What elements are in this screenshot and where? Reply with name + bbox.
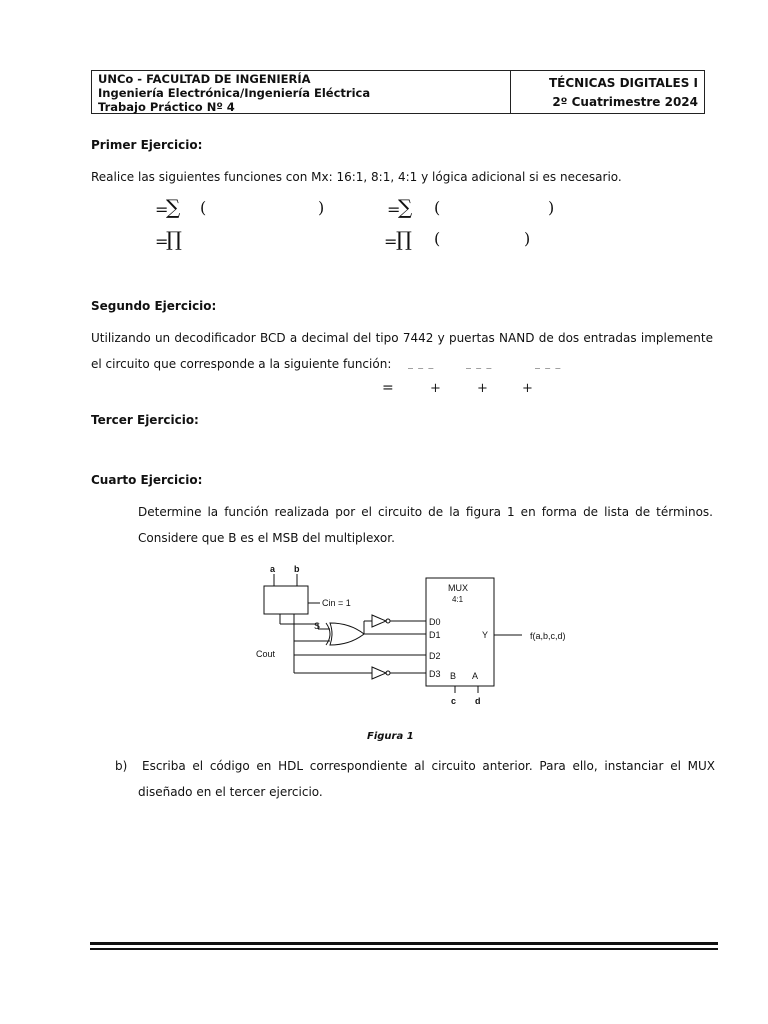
label-sel-a: A (472, 671, 479, 681)
ej4-title: Cuarto Ejercicio: (91, 473, 203, 487)
not-gate-bottom (372, 667, 386, 679)
label-y: Y (482, 630, 489, 640)
ej1-open-3: ( (434, 229, 441, 248)
header-term: 2º Cuatrimestre 2024 (552, 95, 698, 109)
ej1-open-2: ( (434, 198, 441, 217)
label-cin: Cin = 1 (322, 598, 351, 608)
header-line-2: Ingeniería Electrónica/Ingeniería Eléctrica (98, 86, 371, 100)
label-cout: Cout (256, 649, 276, 659)
ej1-close-1: ) (318, 198, 325, 217)
footer-rule-thick (90, 942, 718, 945)
ej2-plus-1: + (430, 381, 441, 396)
ej2-bars-3: ‾ ‾ ‾ (535, 368, 562, 379)
ej4-text: Determine la función realizada por el circuito de la figura 1 en forma de lista de términos. Considere que B es el MSB del multiplexor. (138, 505, 713, 545)
ej1-eq-2: = (387, 200, 401, 219)
header-institution (92, 71, 511, 113)
ej2-plus-2: + (477, 381, 488, 396)
ej1-sum-1: ∑ (166, 195, 181, 219)
ej1-close-2: ) (548, 198, 555, 217)
footer-rule-thin (90, 948, 718, 950)
ej1-title: Primer Ejercicio: (91, 138, 203, 152)
label-mux-type: 4:1 (452, 595, 464, 604)
label-s: S (314, 621, 321, 631)
ej1-eq-4: = (384, 232, 398, 251)
ej3-title: Tercer Ejercicio: (91, 413, 199, 427)
xor-gate (330, 623, 364, 645)
not-gate-top (372, 615, 386, 627)
ej1-prod-1: ∏ (166, 227, 182, 251)
header-line-1: UNCo - FACULTAD DE INGENIERÍA (98, 72, 311, 86)
ej1-eq-3: = (155, 232, 169, 251)
xor-input-curve (326, 623, 330, 645)
label-a: a (270, 564, 276, 574)
label-d1: D1 (429, 630, 441, 640)
label-d: d (475, 696, 481, 706)
header-line-3: Trabajo Práctico Nº 4 (98, 100, 235, 114)
header-course-name: TÉCNICAS DIGITALES I (548, 76, 698, 90)
label-b: b (294, 564, 300, 574)
ej1-prod-2: ∏ (396, 227, 412, 251)
figure-caption: Figura 1 (367, 731, 414, 742)
ej1-open-1: ( (200, 198, 207, 217)
ej2-eq: = (382, 380, 394, 396)
document-header (91, 70, 705, 114)
item-b-marker: b) (115, 759, 128, 773)
label-d3: D3 (429, 669, 441, 679)
header-course (511, 71, 704, 113)
label-d0: D0 (429, 617, 441, 627)
ej1-sum-2: ∑ (398, 195, 413, 219)
ej2-text: Utilizando un decodificador BCD a decimal del tipo 7442 y puertas NAND de dos entradas implemente el circuito que corresponde a la siguiente función: (91, 331, 713, 371)
ej2-bars-2: ‾ ‾ ‾ (466, 368, 493, 379)
ej1-close-3: ) (524, 229, 531, 248)
ej1-eq-1: = (155, 200, 169, 219)
ej2-plus-3: + (522, 381, 533, 396)
ej1-text: Realice las siguientes funciones con Mx: 16:1, 8:1, 4:1 y lógica adicional si es necesario. (91, 170, 622, 184)
item-b-text: Escriba el código en HDL correspondiente al circuito anterior. Para ello, instanciar el MUX diseñado en el tercer ejercicio. (138, 759, 715, 799)
ej2-title: Segundo Ejercicio: (91, 299, 217, 313)
label-sel-b: B (450, 671, 457, 681)
ej2-bars-1: ‾ ‾ ‾ (408, 368, 435, 379)
circuit-diagram (250, 562, 590, 710)
label-c: c (451, 696, 457, 706)
adder-block (264, 586, 308, 614)
label-d2: D2 (429, 651, 441, 661)
label-output: f(a,b,c,d) (530, 631, 566, 641)
label-mux: MUX (448, 583, 468, 593)
